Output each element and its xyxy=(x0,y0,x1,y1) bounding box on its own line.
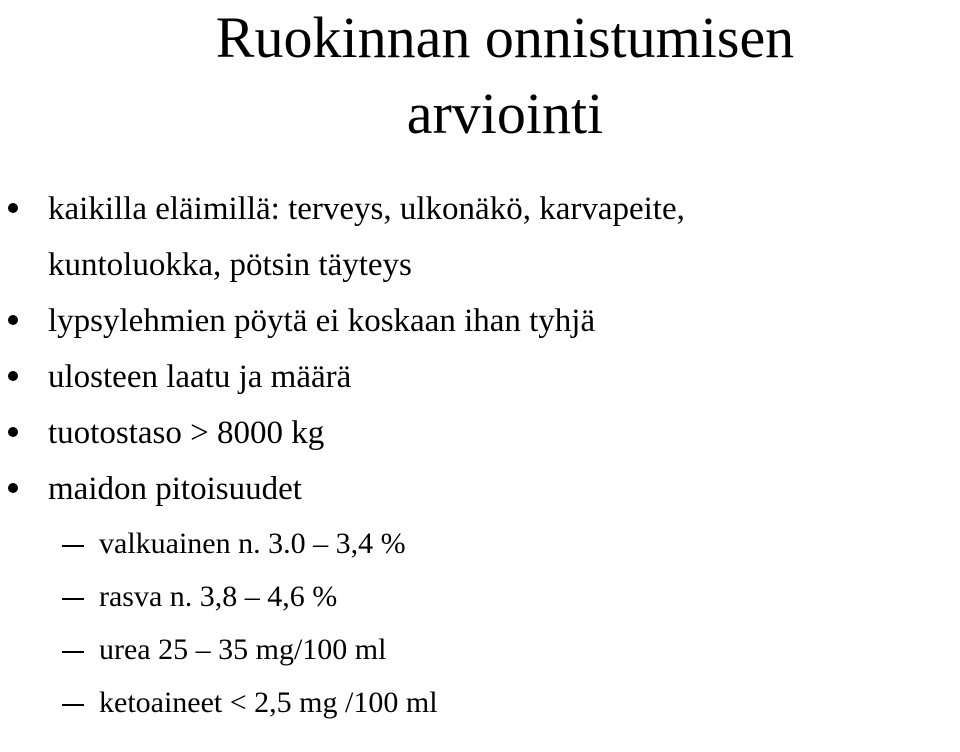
slide-title-line-1: Ruokinnan onnistumisen xyxy=(215,5,795,70)
bullet-item xyxy=(0,461,685,517)
dash-icon xyxy=(62,651,84,653)
bullet-dot-icon xyxy=(8,315,18,325)
sub-item-text: valkuainen n. 3.0 – 3,4 % xyxy=(99,527,406,560)
bullet-text: lypsylehmien pöytä ei koskaan ihan tyhjä xyxy=(48,303,596,339)
bullet-item xyxy=(0,405,685,461)
sub-item xyxy=(0,623,685,676)
bullet-text: maidon pitoisuudet xyxy=(48,471,302,507)
bullet-dot-icon xyxy=(8,427,18,437)
dash-icon xyxy=(62,545,84,547)
bullet-text: kuntoluokka, pötsin täyteys xyxy=(48,247,412,283)
bullet-item xyxy=(0,349,685,405)
dash-icon xyxy=(62,598,84,600)
sub-item-text: ketoaineet < 2,5 mg /100 ml xyxy=(99,686,438,719)
slide-title-line-2: arviointi xyxy=(406,81,604,146)
bullet-dot-icon xyxy=(8,483,18,493)
bullet-text: tuotostaso > 8000 kg xyxy=(48,415,325,451)
sub-item xyxy=(0,517,685,570)
sub-item-text: urea 25 – 35 mg/100 ml xyxy=(99,633,387,666)
bullet-dot-icon xyxy=(8,371,18,381)
slide-title xyxy=(0,0,960,152)
dash-icon xyxy=(62,704,84,706)
sub-item xyxy=(0,570,685,623)
sub-item-text: rasva n. 3,8 – 4,6 % xyxy=(99,580,338,613)
sub-item xyxy=(0,676,685,729)
bullet-text: kaikilla eläimillä: terveys, ulkonäkö, karvapeite, xyxy=(48,191,685,227)
bullet-text: ulosteen laatu ja määrä xyxy=(48,359,352,395)
bullet-item xyxy=(0,293,685,349)
bullet-item xyxy=(0,181,685,293)
bullet-list xyxy=(0,181,685,729)
bullet-dot-icon xyxy=(8,203,18,213)
